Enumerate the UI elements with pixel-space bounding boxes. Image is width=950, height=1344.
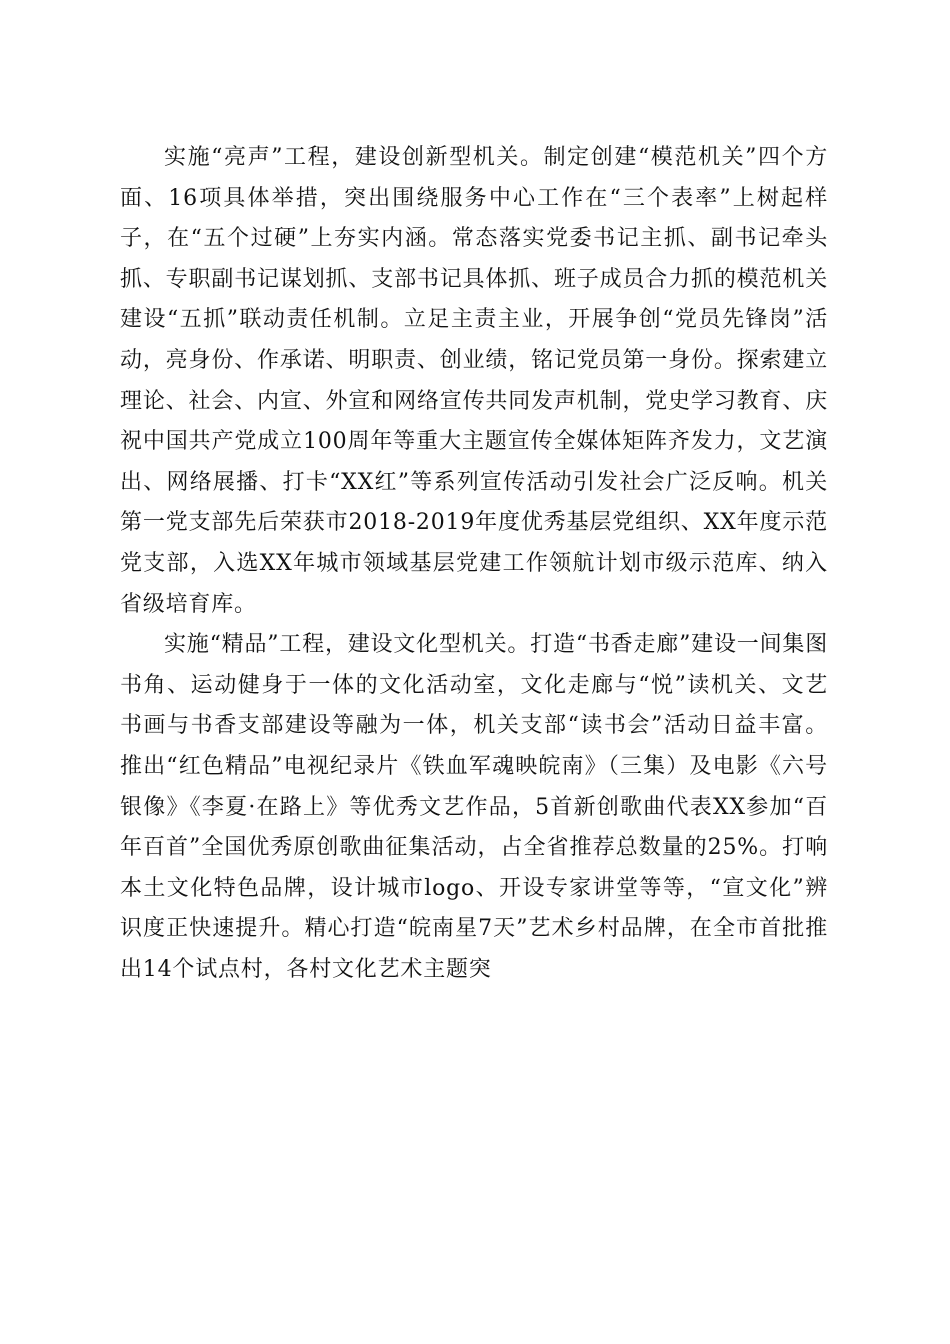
paragraph-model-organ: 实施“亮声”工程，建设创新型机关。制定创建“模范机关”四个方面、16项具体举措，突出围绕服务中心工作在“三个表率”上树起样子，在“五个过硬”上夯实内涵。常态落实党委书记主抓、副书记牵头抓、专职副书记谋划抓、支部书记具体抓、班子成员合力抓的模范机关建设“五抓”联动责任机制。立足主责主业，开展争创“党员先锋岗”活动，亮身份、作承诺、明职责、创业绩，铭记党员第一身份。探索建立理论、社会、内宣、外宣和网络宣传共同发声机制，党史学习教育、庆祝中国共产党成立100周年等重大主题宣传全媒体矩阵齐发力，文艺演出、网络展播、打卡“XX红”等系列宣传活动引发社会广泛反响。机关第一党支部先后荣获市2018-2019年度优秀基层党组织、XX年度示范党支部，入选XX年城市领域基层党建工作领航计划市级示范库、纳入省级培育库。	[120, 145, 828, 617]
document-body	[120, 138, 828, 990]
paragraph-culture-organ: 实施“精品”工程，建设文化型机关。打造“书香走廊”建设一间集图书角、运动健身于一体的文化活动室，文化走廊与“悦”读机关、文艺书画与书香支部建设等融为一体，机关支部“读书会”活动日益丰富。推出“红色精品”电视纪录片《铁血军魂映皖南》（三集）及电影《六号银像》《李夏·在路上》等优秀文艺作品，5首新创歌曲代表XX参加“百年百首”全国优秀原创歌曲征集活动，占全省推荐总数量的25%。打响本土文化特色品牌，设计城市logo、开设专家讲堂等等，“宣文化”辨识度正快速提升。精心打造“皖南星7天”艺术乡村品牌，在全市首批推出14个试点村，各村文化艺术主题突	[120, 632, 828, 982]
